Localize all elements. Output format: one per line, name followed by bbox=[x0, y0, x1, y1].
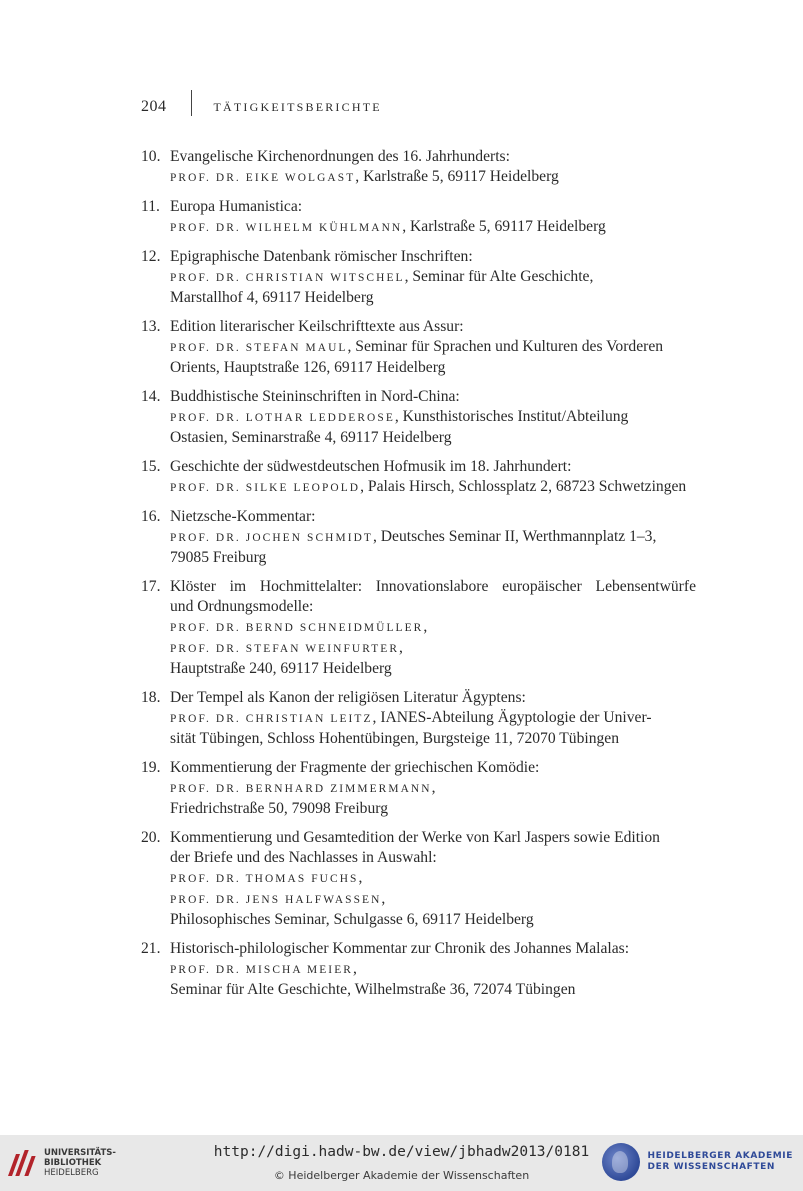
address-text: , Deutsches Seminar II, Werthmannplatz 1–3, bbox=[372, 528, 657, 545]
address-text: , Seminar für Sprachen und Kulturen des Vorderen bbox=[347, 338, 664, 355]
list-item bbox=[141, 507, 696, 568]
list-item bbox=[141, 457, 696, 498]
entry-number: 11. bbox=[141, 198, 160, 215]
person-name: PROF. DR. STEFAN WEINFURTER bbox=[170, 643, 400, 655]
entry-number: 18. bbox=[141, 689, 161, 706]
entry-text: 79085 Freiburg bbox=[170, 549, 267, 566]
entry-line bbox=[170, 799, 696, 819]
entry-text: Buddhistische Steininschriften in Nord-China: bbox=[170, 388, 460, 405]
entry-number: 15. bbox=[141, 458, 161, 475]
entry-text: Edition literarischer Keilschrifttexte aus Assur: bbox=[170, 318, 464, 335]
entry-number: 10. bbox=[141, 148, 161, 165]
list-item bbox=[141, 387, 696, 448]
address-text: , IANES-Abteilung Ägyptologie der Univer- bbox=[372, 709, 652, 726]
entry-number: 20. bbox=[141, 829, 161, 846]
entry-line bbox=[170, 638, 696, 659]
address-text: , bbox=[399, 639, 403, 656]
ub-logo-line-1: UNIVERSITÄTS- bbox=[44, 1148, 116, 1158]
academy-logo[interactable] bbox=[602, 1143, 794, 1181]
entry-number: 16. bbox=[141, 508, 161, 525]
entry-line bbox=[170, 659, 696, 679]
entry-line bbox=[170, 147, 696, 167]
ub-logo-line-3: HEIDELBERG bbox=[44, 1168, 99, 1178]
entry-line bbox=[170, 889, 696, 910]
address-text: , bbox=[431, 779, 436, 796]
entry-line bbox=[170, 527, 696, 548]
ub-logo-line-2: BIBLIOTHEK bbox=[44, 1158, 102, 1168]
entry-line bbox=[170, 939, 696, 959]
entry-line bbox=[170, 688, 696, 708]
entry-line bbox=[170, 387, 696, 407]
person-name: PROF. DR. BERNHARD ZIMMERMANN bbox=[170, 783, 432, 795]
address-text: , bbox=[352, 960, 357, 977]
entry-line bbox=[170, 577, 696, 597]
entry-line bbox=[170, 167, 696, 188]
entry-text: Philosophisches Seminar, Schulgasse 6, 69117 Heidelberg bbox=[170, 911, 534, 928]
entry-line bbox=[170, 980, 696, 1000]
footer-copyright: © Heidelberger Akademie der Wissenschaften bbox=[273, 1169, 530, 1182]
entry-number: 21. bbox=[141, 940, 161, 957]
address-text: , Seminar für Alte Geschichte, bbox=[404, 268, 594, 285]
entry-text: Nietzsche-Kommentar: bbox=[170, 508, 316, 525]
entry-text: Epigraphische Datenbank römischer Inschriften: bbox=[170, 248, 473, 265]
entry-line bbox=[170, 597, 696, 617]
academy-logo-line-2: DER WISSENSCHAFTEN bbox=[647, 1162, 776, 1172]
entry-line bbox=[170, 217, 696, 238]
person-name: PROF. DR. WILHELM KÜHLMANN bbox=[170, 222, 403, 234]
address-text: , Kunsthistorisches Institut/Abteilung bbox=[394, 408, 629, 425]
entry-text: Klöster im Hochmittelalter: Innovationslabore europäischer Lebensentwürfe bbox=[170, 578, 696, 595]
address-text: , Karlstraße 5, 69117 Heidelberg bbox=[402, 218, 606, 235]
person-name: PROF. DR. SILKE LEOPOLD bbox=[170, 482, 361, 494]
list-item bbox=[141, 317, 696, 378]
entry-line bbox=[170, 828, 696, 848]
project-list bbox=[141, 147, 696, 1009]
entry-text: Kommentierung der Fragmente der griechischen Komödie: bbox=[170, 759, 540, 776]
entry-text: Europa Humanistica: bbox=[170, 198, 303, 215]
entry-line bbox=[170, 729, 696, 749]
list-item bbox=[141, 939, 696, 1000]
academy-seal-icon bbox=[602, 1143, 640, 1181]
entry-line bbox=[170, 267, 696, 288]
address-text: , bbox=[423, 618, 428, 635]
entry-line bbox=[170, 407, 696, 428]
entry-line bbox=[170, 247, 696, 267]
entry-text: Seminar für Alte Geschichte, Wilhelmstraße 36, 72074 Tübingen bbox=[170, 981, 576, 998]
person-name: PROF. DR. THOMAS FUCHS bbox=[170, 873, 359, 885]
entry-text: Kommentierung und Gesamtedition der Werke von Karl Jaspers sowie Edition bbox=[170, 829, 660, 846]
entry-text: Friedrichstraße 50, 79098 Freiburg bbox=[170, 800, 388, 817]
entry-text: Der Tempel als Kanon der religiösen Literatur Ägyptens: bbox=[170, 689, 526, 706]
entry-line bbox=[170, 197, 696, 217]
entry-line bbox=[170, 910, 696, 930]
address-text: , Karlstraße 5, 69117 Heidelberg bbox=[355, 168, 559, 185]
entry-number: 12. bbox=[141, 248, 161, 265]
person-name: PROF. DR. JENS HALFWASSEN bbox=[170, 894, 382, 906]
header-divider bbox=[191, 90, 192, 116]
person-name: PROF. DR. CHRISTIAN LEITZ bbox=[170, 713, 373, 725]
address-text: , bbox=[381, 890, 386, 907]
entry-text: Ostasien, Seminarstraße 4, 69117 Heidelberg bbox=[170, 429, 452, 446]
footer-bar bbox=[0, 1135, 803, 1191]
entry-line bbox=[170, 848, 696, 868]
entry-line bbox=[170, 358, 696, 378]
list-item bbox=[141, 147, 696, 188]
entry-line bbox=[170, 457, 696, 477]
address-text: , Palais Hirsch, Schlossplatz 2, 68723 Schwetzingen bbox=[360, 478, 687, 495]
entry-line bbox=[170, 428, 696, 448]
list-item bbox=[141, 577, 696, 679]
entry-text: sität Tübingen, Schloss Hohentübingen, Burgsteige 11, 72070 Tübingen bbox=[170, 730, 620, 747]
person-name: PROF. DR. EIKE WOLGAST bbox=[170, 172, 356, 184]
academy-logo-line-1: HEIDELBERGER AKADEMIE bbox=[647, 1151, 793, 1161]
person-name: PROF. DR. JOCHEN SCHMIDT bbox=[170, 532, 373, 544]
entry-text: Marstallhof 4, 69117 Heidelberg bbox=[170, 289, 374, 306]
list-item bbox=[141, 197, 696, 238]
entry-line bbox=[170, 959, 696, 980]
person-name: PROF. DR. CHRISTIAN WITSCHEL bbox=[170, 272, 405, 284]
entry-number: 13. bbox=[141, 318, 161, 335]
entry-line bbox=[170, 548, 696, 568]
entry-number: 17. bbox=[141, 578, 161, 595]
entry-text: Orients, Hauptstraße 126, 69117 Heidelberg bbox=[170, 359, 446, 376]
entry-text: Hauptstraße 240, 69117 Heidelberg bbox=[170, 660, 392, 677]
entry-line bbox=[170, 708, 696, 729]
person-name: PROF. DR. MISCHA MEIER bbox=[170, 964, 353, 976]
person-name: PROF. DR. STEFAN MAUL bbox=[170, 342, 348, 354]
entry-number: 19. bbox=[141, 759, 161, 776]
entry-line bbox=[170, 288, 696, 308]
person-name: PROF. DR. BERND SCHNEIDMÜLLER bbox=[170, 622, 424, 634]
entry-text: und Ordnungsmodelle: bbox=[170, 598, 314, 615]
list-item bbox=[141, 828, 696, 930]
entry-line bbox=[170, 617, 696, 638]
running-head: TÄTIGKEITSBERICHTE bbox=[213, 99, 382, 114]
entry-number: 14. bbox=[141, 388, 161, 405]
entry-line bbox=[170, 778, 696, 799]
entry-text: Geschichte der südwestdeutschen Hofmusik im 18. Jahrhundert: bbox=[170, 458, 572, 475]
entry-line bbox=[170, 758, 696, 778]
entry-line bbox=[170, 477, 696, 498]
entry-text: der Briefe und des Nachlasses in Auswahl: bbox=[170, 849, 437, 866]
footer-url-link[interactable]: http://digi.hadw-bw.de/view/jbhadw2013/0181 bbox=[213, 1144, 590, 1160]
entry-line bbox=[170, 317, 696, 337]
list-item bbox=[141, 758, 696, 819]
entry-text: Evangelische Kirchenordnungen des 16. Jahrhunderts: bbox=[170, 148, 510, 165]
person-name: PROF. DR. LOTHAR LEDDEROSE bbox=[170, 412, 395, 424]
entry-line bbox=[170, 507, 696, 527]
entry-text: Historisch-philologischer Kommentar zur Chronik des Johannes Malalas: bbox=[170, 940, 630, 957]
address-text: , bbox=[358, 869, 363, 886]
list-item bbox=[141, 688, 696, 749]
list-item bbox=[141, 247, 696, 308]
entry-line bbox=[170, 337, 696, 358]
page-header bbox=[141, 95, 382, 119]
entry-line bbox=[170, 868, 696, 889]
page-number: 204 bbox=[141, 98, 167, 115]
